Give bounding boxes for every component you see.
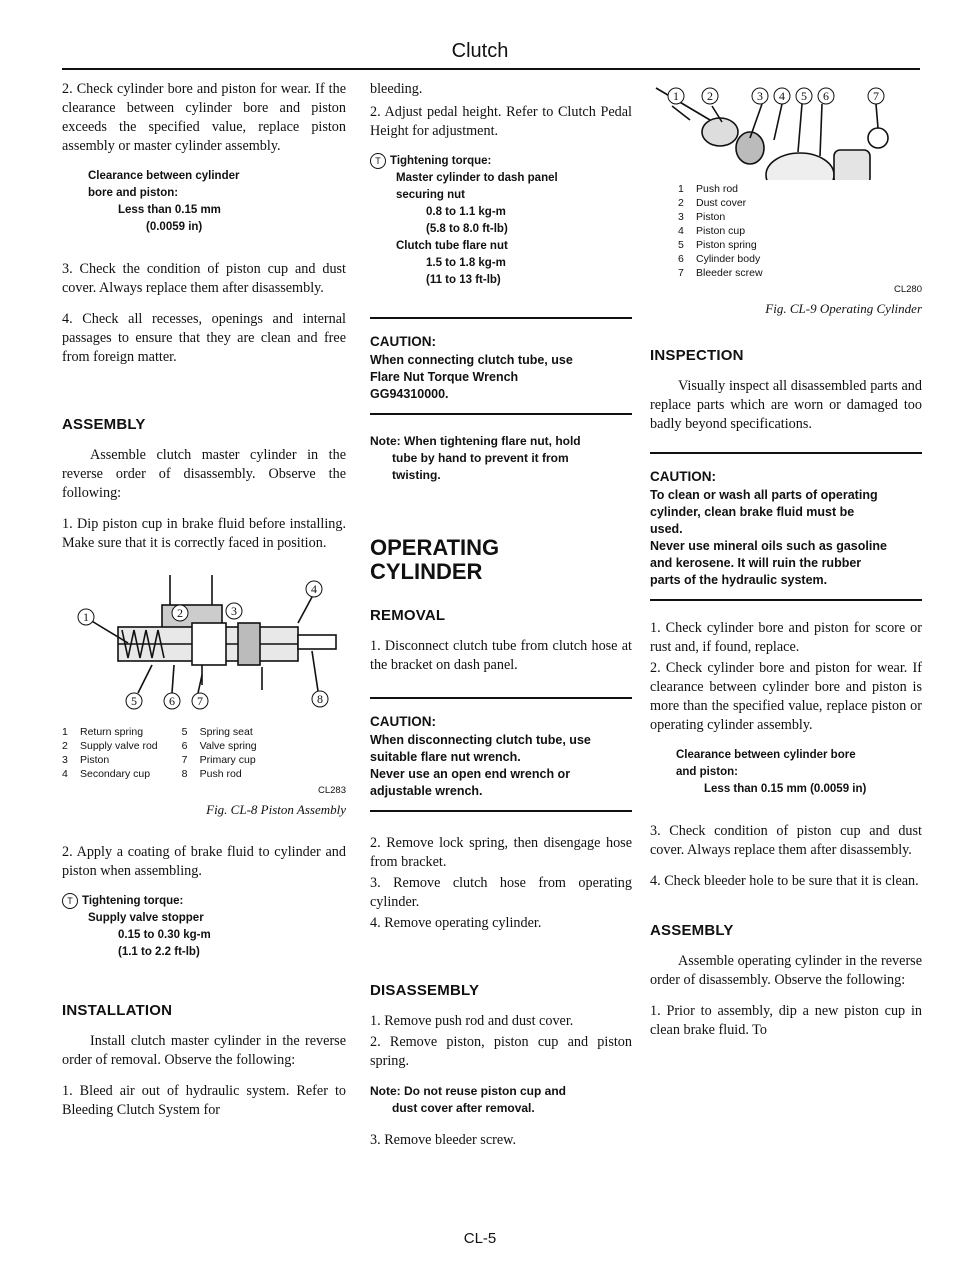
paragraph: 4. Check bleeder hole to be sure that it is clean. — [650, 873, 919, 889]
paragraph: 1. Disconnect clutch tube from clutch hose at the bracket on dash panel. — [370, 638, 632, 673]
torque-item: Clutch tube flare nut — [396, 240, 508, 252]
paragraph: 2. Remove lock spring, then disengage hose from bracket. — [370, 835, 632, 870]
spec-line: bore and piston: — [88, 187, 179, 199]
section-heading-removal: REMOVAL — [370, 607, 446, 624]
note-line: twisting. — [392, 468, 441, 482]
callout-5: 5 — [131, 694, 137, 708]
paragraph: 1. Remove push rod and dust cover. — [370, 1013, 574, 1029]
paragraph: 1. Bleed air out of hydraulic system. Refer to Bleeding Clutch System for — [62, 1083, 346, 1118]
paragraph: bleeding. — [370, 81, 423, 97]
callout-2: 2 — [707, 89, 713, 103]
callout-6: 6 — [823, 89, 829, 103]
figure-piston-assembly — [62, 565, 346, 819]
torque-value: (5.8 to 8.0 ft-lb) — [426, 223, 508, 235]
spec-clearance — [62, 168, 346, 236]
caution-line: used. — [650, 522, 683, 536]
caution-line: GG94310000. — [370, 387, 449, 401]
callout-1: 1 — [83, 610, 89, 624]
column-left — [62, 80, 346, 1132]
paragraph: Assemble clutch master cylinder in the reverse order of disassembly. Observe the following: — [62, 447, 346, 501]
callout-2: 2 — [177, 606, 183, 620]
legend-item: 2 Dust cover — [678, 197, 747, 209]
legend-item: 6 Cylinder body — [678, 253, 761, 265]
legend-item: 4 Secondary cup — [62, 768, 151, 780]
legend-item: 8 Push rod — [181, 768, 242, 780]
note-line: Note: When tightening flare nut, hold — [370, 434, 581, 448]
paragraph: 4. Remove operating cylinder. — [370, 915, 542, 931]
callout-6: 6 — [169, 694, 175, 708]
note-flare-nut — [370, 433, 632, 484]
column-right — [650, 80, 922, 1052]
spec-line: and piston: — [676, 766, 738, 778]
paragraph: 2. Apply a coating of brake fluid to cylinder and piston when assembling. — [62, 844, 346, 879]
torque-value: 1.5 to 1.8 kg-m — [426, 257, 506, 269]
piston-assembly-diagram — [62, 565, 346, 715]
paragraph: 2. Check cylinder bore and piston for wear. If clearance between cylinder bore and piston is more than the specified value, replace piston or operating cylinder assembly. — [650, 660, 922, 733]
legend-item: 6 Valve spring — [181, 740, 257, 752]
paragraph: 1. Check cylinder bore and piston for score or rust and, if found, replace. — [650, 620, 922, 655]
page-header-title: Clutch — [451, 40, 509, 62]
caution-wrench — [370, 697, 632, 812]
torque-heading: Tightening torque: — [82, 895, 184, 907]
paragraph: 2. Adjust pedal height. Refer to Clutch Pedal Height for adjustment. — [370, 104, 632, 139]
callout-7: 7 — [197, 694, 203, 708]
legend-right — [182, 725, 257, 781]
note-line: Note: Do not reuse piston cup and — [370, 1084, 567, 1098]
legend-item: 1 Push rod — [678, 183, 739, 195]
callout-3: 3 — [757, 89, 763, 103]
torque-value: 0.8 to 1.1 kg-m — [426, 206, 506, 218]
caution-line: and kerosene. It will ruin the rubber — [650, 556, 862, 570]
section-heading-assembly-operating: ASSEMBLY — [650, 922, 734, 939]
torque-icon: T — [62, 893, 78, 909]
callout-1: 1 — [673, 89, 679, 103]
callout-4: 4 — [311, 582, 317, 596]
section-title-line: CYLINDER — [370, 559, 483, 584]
torque-icon: T — [370, 153, 386, 169]
figure-caption: Fig. CL-9 Operating Cylinder — [765, 301, 922, 316]
note-line: tube by hand to prevent it from — [392, 451, 569, 465]
legend-item: 5 Piston spring — [678, 239, 757, 251]
caution-line: adjustable wrench. — [370, 784, 483, 798]
spec-line: Less than 0.15 mm — [118, 204, 221, 216]
legend-left — [62, 725, 158, 781]
torque-spec-supply-valve — [62, 893, 346, 961]
caution-line: parts of the hydraulic system. — [650, 573, 828, 587]
legend-item: 2 Supply valve rod — [62, 740, 158, 752]
torque-item: securing nut — [396, 189, 466, 201]
section-title-line: OPERATING — [370, 535, 500, 560]
caution-line: When disconnecting clutch tube, use — [370, 733, 591, 747]
paragraph: 3. Remove clutch hose from operating cylinder. — [370, 875, 632, 910]
callout-7: 7 — [873, 89, 879, 103]
torque-spec-master-cylinder — [370, 153, 632, 289]
legend-item: 4 Piston cup — [678, 225, 746, 237]
figure-code: CL283 — [318, 785, 346, 796]
callout-8: 8 — [317, 692, 323, 706]
section-heading-disassembly: DISASSEMBLY — [370, 982, 480, 999]
note-reuse — [370, 1083, 632, 1117]
callout-4: 4 — [779, 89, 785, 103]
legend-item: 1 Return spring — [62, 726, 144, 738]
caution-text: Flare Nut Torque Wrench — [370, 370, 519, 384]
section-title-operating-cylinder — [370, 536, 632, 584]
callout-3: 3 — [231, 604, 237, 618]
spec-clearance-operating — [650, 747, 922, 798]
paragraph: 1. Prior to assembly, dip a new piston cup in clean brake fluid. To — [650, 1003, 922, 1038]
caution-flare-nut — [370, 317, 632, 415]
legend-item: 3 Piston — [62, 754, 110, 766]
torque-value: (1.1 to 2.2 ft-lb) — [118, 946, 200, 958]
figure-caption: Fig. CL-8 Piston Assembly — [206, 802, 346, 817]
paragraph: 1. Dip piston cup in brake fluid before installing. Make sure that it is correctly faced in position. — [62, 516, 346, 551]
caution-line: To clean or wash all parts of operating — [650, 488, 878, 502]
callout-5: 5 — [801, 89, 807, 103]
torque-item: Master cylinder to dash panel — [396, 172, 558, 184]
spec-line: Less than 0.15 mm (0.0059 in) — [704, 783, 867, 795]
caution-cleaning — [650, 452, 922, 601]
caution-title: CAUTION: — [650, 469, 716, 484]
paragraph: Install clutch master cylinder in the reverse order of removal. Observe the following: — [62, 1033, 346, 1068]
note-line: dust cover after removal. — [392, 1101, 535, 1115]
operating-cylinder-diagram — [650, 80, 922, 180]
paragraph: 2. Remove piston, piston cup and piston spring. — [370, 1034, 632, 1069]
torque-item: Supply valve stopper — [88, 912, 204, 924]
section-heading-assembly: ASSEMBLY — [62, 416, 146, 433]
caution-line: Never use mineral oils such as gasoline — [650, 539, 887, 553]
caution-title: CAUTION: — [370, 714, 436, 729]
caution-line — [370, 369, 632, 386]
page-number: CL-5 — [463, 1230, 497, 1247]
paragraph: 3. Check condition of piston cup and dust cover. Always replace them after disassembly. — [650, 823, 922, 858]
figure-legend — [62, 725, 346, 781]
spec-line: Clearance between cylinder — [88, 170, 240, 182]
torque-heading: Tightening torque: — [390, 155, 492, 167]
paragraph: 3. Check the condition of piston cup and dust cover. Always replace them after disassembly. — [62, 261, 346, 296]
spec-line: (0.0059 in) — [146, 221, 203, 233]
caution-line: When connecting clutch tube, use — [370, 353, 573, 367]
caution-line: cylinder, clean brake fluid must be — [650, 505, 855, 519]
section-heading-installation: INSTALLATION — [62, 1002, 173, 1019]
figure-operating-cylinder — [650, 80, 922, 318]
caution-line: suitable flare nut wrench. — [370, 750, 521, 764]
header-rule — [62, 68, 920, 70]
section-heading-inspection: INSPECTION — [650, 347, 744, 364]
torque-value: (11 to 13 ft-lb) — [426, 274, 501, 286]
legend-item: 5 Spring seat — [181, 726, 253, 738]
figure-legend — [650, 182, 922, 280]
legend-item: 7 Bleeder screw — [678, 267, 763, 279]
torque-value: 0.15 to 0.30 kg-m — [118, 929, 211, 941]
legend-item: 3 Piston — [678, 211, 726, 223]
paragraph: 2. Check cylinder bore and piston for wear. If the clearance between cylinder bore and piston exceeds the specified value, replace piston assembly or master cylinder assembly. — [62, 81, 346, 154]
caution-title: CAUTION: — [370, 334, 436, 349]
column-middle — [370, 80, 632, 1162]
paragraph: Visually inspect all disassembled parts and replace parts which are worn or damaged too badly beyond specifications. — [650, 378, 922, 432]
paragraph: 4. Check all recesses, openings and internal passages to ensure that they are clean and free from foreign matter. — [62, 311, 346, 365]
paragraph: 3. Remove bleeder screw. — [370, 1132, 517, 1148]
caution-line: Never use an open end wrench or — [370, 767, 571, 781]
legend-item: 7 Primary cup — [181, 754, 256, 766]
spec-line: Clearance between cylinder bore — [676, 749, 856, 761]
paragraph: Assemble operating cylinder in the reverse order of disassembly. Observe the following: — [650, 953, 922, 988]
figure-code: CL280 — [894, 284, 922, 295]
